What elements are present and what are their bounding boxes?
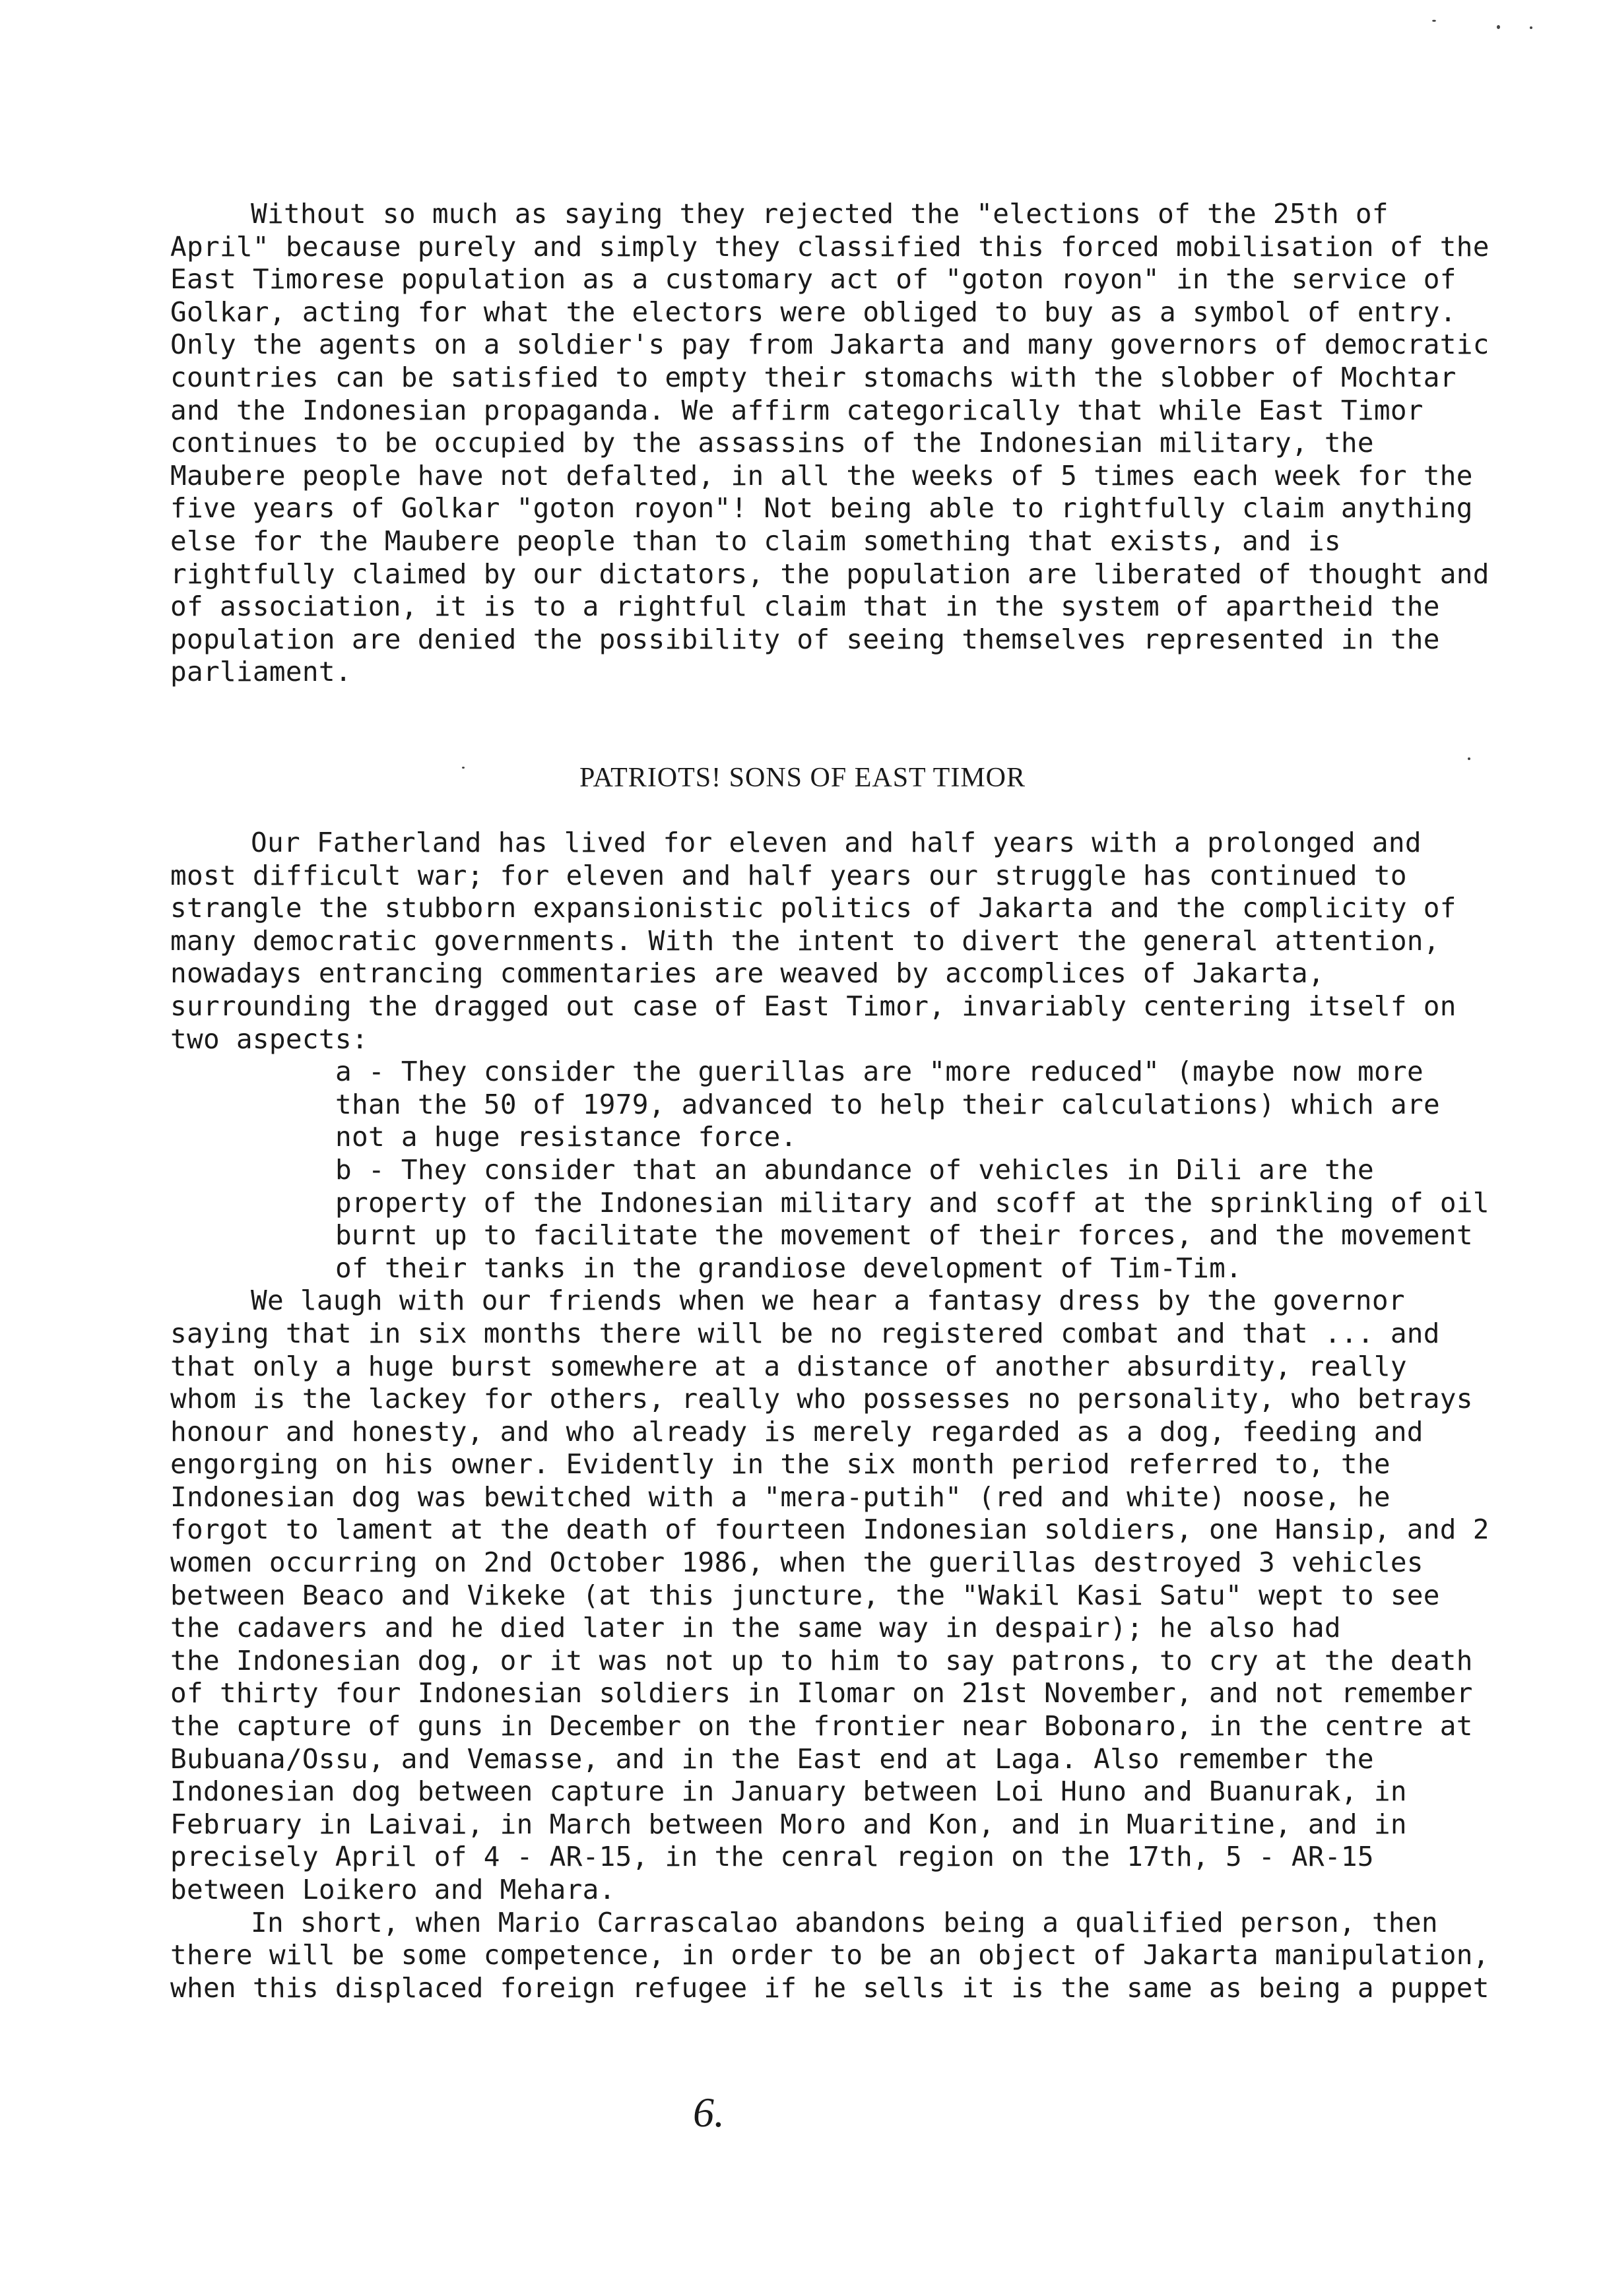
text-line: We laugh with our friends when we hear a fantasy dress by the governor [251, 1285, 1405, 1317]
text-line: precisely April of 4 - AR-15, in the cenral region on the 17th, 5 - AR-15 [170, 1841, 1374, 1873]
text-line: between Beaco and Vikeke (at this juncture, the "Wakil Kasi Satu" wept to see [170, 1579, 1440, 1611]
text-line: forgot to lament at the death of fourteen Indonesian soldiers, one Hansip, and 2 [170, 1514, 1490, 1546]
text-line: population are denied the possibility of seeing themselves represented in the [170, 623, 1440, 655]
paragraph-four [170, 1907, 1497, 2005]
scan-speck [1497, 25, 1500, 29]
text-line: the Indonesian dog, or it was not up to him to say patrons, to cry at the death [170, 1644, 1473, 1676]
text-line: between Loikero and Mehara. [170, 1874, 616, 1905]
text-line: property of the Indonesian military and scoff at the sprinkling of oil [335, 1186, 1490, 1219]
text-line: of their tanks in the grandiose development of Tim-Tim. [335, 1252, 1243, 1284]
text-line: rightfully claimed by our dictators, the population are liberated of thought and [170, 558, 1490, 590]
text-line: Indonesian dog between capture in January between Loi Huno and Buanurak, in [170, 1775, 1407, 1808]
text-line: continues to be occupied by the assassins of the Indonesian military, the [170, 427, 1374, 459]
text-line: honour and honesty, and who already is merely regarded as a dog, feeding and [170, 1415, 1424, 1448]
text-line: Golkar, acting for what the electors were obliged to buy as a symbol of entry. [170, 296, 1457, 328]
text-line: surrounding the dragged out case of East Timor, invariably centering itself on [170, 990, 1457, 1022]
text-line: Indonesian dog was bewitched with a "mera-putih" (red and white) noose, he [170, 1481, 1391, 1513]
text-line: of association, it is to a rightful claim that in the system of apartheid the [170, 590, 1440, 623]
paragraph-one [170, 198, 1497, 689]
text-line: five years of Golkar "goton royon"! Not being able to rightfully claim anything [170, 492, 1473, 525]
text-line: countries can be satisfied to empty their stomachs with the slobber of Mochtar [170, 361, 1457, 393]
scan-speck [1468, 757, 1470, 760]
scan-speck [462, 767, 465, 769]
text-line: Bubuana/Ossu, and Vemasse, and in the East end at Laga. Also remember the [170, 1742, 1374, 1775]
text-line: the cadavers and he died later in the same way in despair); he also had [170, 1612, 1341, 1644]
text-line: strangle the stubborn expansionistic politics of Jakarta and the complicity of [170, 892, 1457, 924]
section-heading: PATRIOTS! SONS OF EAST TIMOR [579, 763, 1026, 793]
paragraph-three [170, 1285, 1497, 1906]
scan-speck [1530, 26, 1532, 29]
text-line: East Timorese population as a customary act of "goton royon" in the service of [170, 263, 1457, 296]
scan-speck [1432, 20, 1436, 22]
text-line: whom is the lackey for others, really who possesses no personality, who betrays [170, 1383, 1473, 1415]
text-line: Our Fatherland has lived for eleven and half years with a prolonged and [251, 827, 1422, 858]
text-line: parliament. [170, 656, 352, 688]
text-line: many democratic governments. With the intent to divert the general attention, [170, 924, 1440, 957]
text-line: that only a huge burst somewhere at a distance of another absurdity, really [170, 1350, 1407, 1382]
text-line: of thirty four Indonesian soldiers in Ilomar on 21st November, and not remember [170, 1677, 1473, 1709]
text-line: b - They consider that an abundance of vehicles in Dili are the [335, 1153, 1374, 1186]
text-line: not a huge resistance force. [335, 1121, 797, 1153]
text-line: Without so much as saying they rejected the "elections of the 25th of [251, 198, 1389, 230]
text-line: when this displaced foreign refugee if he sells it is the same as being a puppet [170, 1971, 1490, 2004]
page-number: 6. [693, 2089, 725, 2136]
text-line: engorging on his owner. Evidently in the six month period referred to, the [170, 1448, 1391, 1481]
text-line: February in Laivai, in March between Moro and Kon, and in Muaritine, and in [170, 1808, 1407, 1840]
text-line: the capture of guns in December on the frontier near Bobonaro, in the centre at [170, 1710, 1473, 1742]
text-line: there will be some competence, in order to be an object of Jakarta manipulation, [170, 1939, 1490, 1971]
text-line: else for the Maubere people than to claim something that exists, and is [170, 525, 1341, 557]
text-line: women occurring on 2nd October 1986, when the guerillas destroyed 3 vehicles [170, 1547, 1424, 1579]
list-item [170, 1056, 1497, 1154]
text-line: nowadays entrancing commentaries are weaved by accomplices of Jakarta, [170, 957, 1325, 990]
text-line: In short, when Mario Carrascalao abandons being a qualified person, then [251, 1906, 1438, 1938]
list-item [170, 1154, 1497, 1285]
text-line: a - They consider the guerillas are "more reduced" (maybe now more [335, 1056, 1424, 1088]
text-line: burnt up to facilitate the movement of their forces, and the movement [335, 1219, 1473, 1252]
text-line: Only the agents on a soldier's pay from Jakarta and many governors of democratic [170, 329, 1490, 361]
text-line: and the Indonesian propaganda. We affirm categorically that while East Timor [170, 394, 1424, 426]
text-line: most difficult war; for eleven and half years our struggle has continued to [170, 859, 1407, 891]
text-line: April" because purely and simply they classified this forced mobilisation of the [170, 230, 1490, 263]
text-line: than the 50 of 1979, advanced to help their calculations) which are [335, 1088, 1440, 1120]
paragraph-two [170, 827, 1497, 2004]
text-line: saying that in six months there will be no registered combat and that ... and [170, 1317, 1440, 1349]
text-line: Maubere people have not defalted, in all the weeks of 5 times each week for the [170, 459, 1473, 492]
text-line: two aspects: [170, 1023, 368, 1055]
